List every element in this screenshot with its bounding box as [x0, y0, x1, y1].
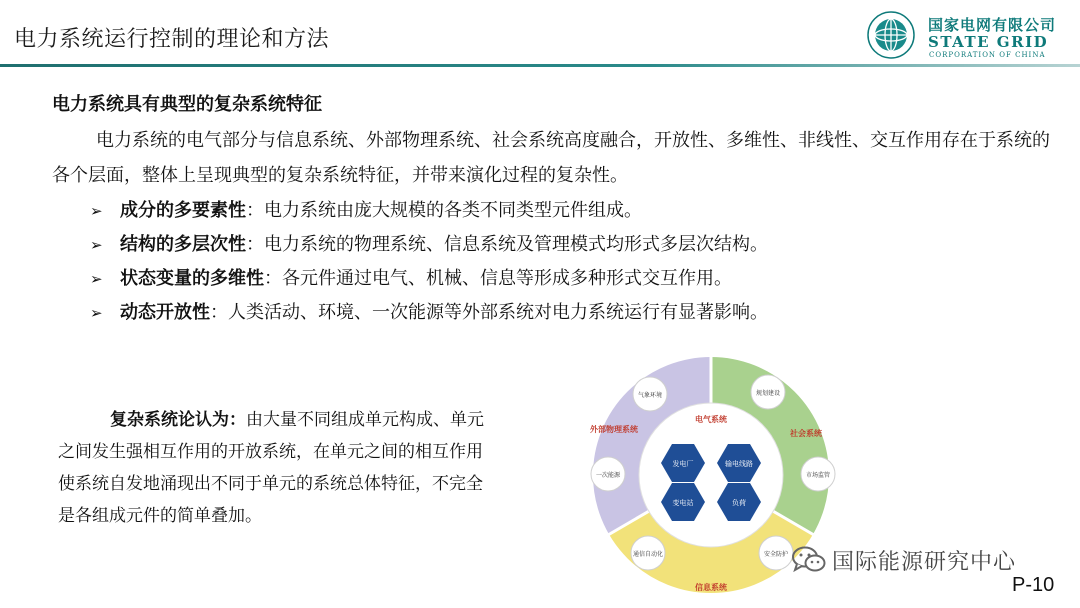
outer-node-label: 通信自动化	[632, 551, 664, 558]
header-divider	[0, 64, 1080, 67]
feature-desc: ：电力系统由庞大规模的各类不同类型元件组成。	[246, 200, 642, 221]
feature-desc: ：电力系统的物理系统、信息系统及管理模式均形式多层次结构。	[246, 234, 768, 255]
hexagon-label: 发电厂	[672, 460, 694, 468]
feature-term: 动态开放性	[120, 302, 210, 323]
complex-desc: 由大量不同组成单元构成、单元之间发生强相互作用的开放系统，在单元之间的相互作用使系统自发地涌现出不同于单元的系统总体特征，不完全是各组成元件的简单叠加。	[58, 410, 484, 526]
outer-node	[633, 377, 667, 411]
sector-label-social: 社会系统	[790, 429, 822, 438]
outer-node	[591, 457, 625, 491]
sector-label-info: 信息系统	[695, 583, 727, 592]
outer-node-label: 气象环境	[637, 392, 663, 399]
watermark-text: 国际能源研究中心	[832, 549, 1017, 575]
center-title: 电气系统	[695, 415, 727, 424]
feature-desc: ：人类活动、环境、一次能源等外部系统对电力系统运行有显著影响。	[210, 302, 768, 323]
complex-system-paragraph	[58, 404, 488, 532]
outer-node-label: 一次能源	[595, 472, 621, 479]
outer-node-label: 规划建设	[755, 390, 781, 397]
list-item	[90, 262, 768, 296]
feature-desc: ：各元件通过电气、机械、信息等形成多种形式交互作用。	[264, 268, 732, 289]
outer-node	[801, 457, 835, 491]
complex-term: 复杂系统论认为：	[110, 410, 246, 430]
feature-term: 成分的多要素性	[120, 200, 246, 221]
list-item	[90, 228, 768, 262]
slide-title: 电力系统运行控制的理论和方法	[14, 27, 330, 52]
outer-node	[751, 375, 785, 409]
arrow-bullet-icon: ➢	[90, 236, 103, 254]
state-grid-logo	[866, 6, 1076, 62]
arrow-bullet-icon: ➢	[90, 270, 103, 288]
page-number: P-10	[1012, 574, 1055, 596]
arrow-bullet-icon: ➢	[90, 304, 103, 322]
sector-label-external: 外部物理系统	[590, 425, 638, 434]
hexagon-label: 输电线路	[725, 460, 753, 468]
inner-ring	[639, 403, 783, 547]
arrow-bullet-icon: ➢	[90, 202, 103, 220]
logo-name-cn: 国家电网有限公司	[928, 16, 1057, 34]
logo-sub-en: CORPORATION OF CHINA	[929, 51, 1046, 59]
outer-node	[631, 536, 665, 570]
feature-list	[90, 194, 768, 330]
list-item	[90, 194, 768, 228]
intro-paragraph: 电力系统的电气部分与信息系统、外部物理系统、社会系统高度融合，开放性、多维性、非线性、交互作用存在于系统的各个层面，整体上呈现典型的复杂系统特征，并带来演化过程的复杂性。	[52, 130, 1050, 186]
hexagon-label: 负荷	[732, 499, 746, 507]
state-grid-globe-icon	[866, 10, 916, 60]
outer-node-label: 市场监管	[805, 472, 831, 479]
list-item	[90, 296, 768, 330]
logo-name-en: STATE GRID	[928, 33, 1049, 51]
wechat-icon	[792, 546, 826, 574]
feature-term: 状态变量的多维性	[120, 268, 264, 289]
slide-header	[0, 0, 1080, 66]
hexagon-label: 变电站	[672, 499, 694, 507]
outer-node-label: 安全防护	[763, 551, 789, 558]
outer-node	[759, 536, 793, 570]
wechat-watermark	[792, 542, 1016, 578]
section-heading: 电力系统具有典型的复杂系统特征	[52, 94, 322, 115]
feature-term: 结构的多层次性	[120, 234, 246, 255]
